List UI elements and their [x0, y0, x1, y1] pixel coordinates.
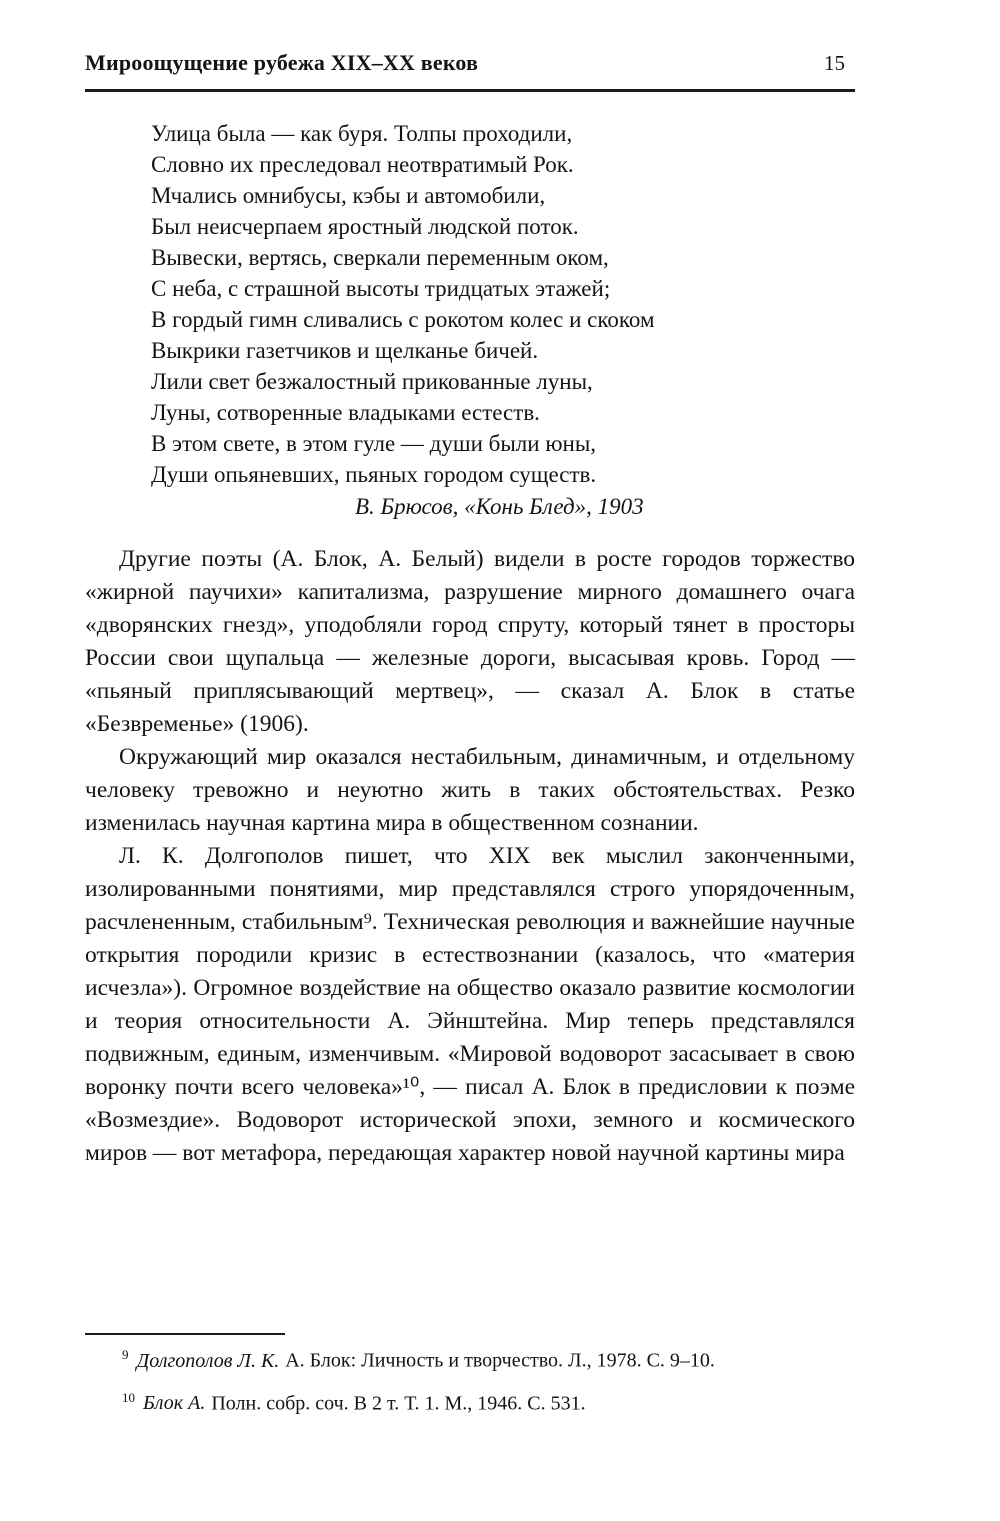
- footnote-author: Долгополов Л. К.: [136, 1349, 280, 1372]
- poem-line: Лили свет безжалостный прикованные луны,: [151, 369, 593, 394]
- poem-line: Улица была — как буря. Толпы проходили,: [151, 121, 573, 146]
- footnote-author: Блок А.: [143, 1392, 206, 1415]
- poem-block: [151, 118, 855, 522]
- footnote: [85, 1338, 855, 1378]
- running-title: Мироощущение рубежа XIX–XX веков: [85, 50, 479, 75]
- poem-attribution: В. Брюсов, «Конь Блед», 1903: [355, 494, 644, 519]
- footnote-text: А. Блок: Личность и творчество. Л., 1978. С. 9–10.: [285, 1349, 715, 1372]
- poem-line: В гордый гимн сливались с рокотом колес и скоком: [151, 307, 655, 332]
- footnote-marker: 10: [122, 1389, 135, 1405]
- poem-line: Выкрики газетчиков и щелканье бичей.: [151, 338, 539, 363]
- header-rule: [85, 89, 855, 92]
- footnote-marker: 9: [122, 1347, 129, 1362]
- poem-line: Мчались омнибусы, кэбы и автомобили,: [151, 183, 546, 208]
- paragraph: Л. К. Долгополов пишет, что XIX век мыслил законченными, изолированными понятиями, мир представлялся строго упорядоченным, расчлененным, стабильным⁹. Техническая революция и важнейшие научные открытия породили кризис в естествознании (казалось, что «материя исчезла»). Огромное воздействие на общество оказало развитие космологии и теория относительности А. Эйнштейна. Мир теперь представлялся подвижным, единым, изменчивым. «Мировой водоворот засасывает в свою воронку почти всего человека»¹⁰, — писал А. Блок в предисловии к поэме «Возмездие». Водоворот исторической эпохи, земного и космического миров — вот метафора, передающая характер новой научной картины мира: [85, 843, 855, 1166]
- poem-line: Словно их преследовал неотвратимый Рок.: [151, 152, 574, 177]
- footnote-rule: [85, 1333, 285, 1335]
- poem-line: Луны, сотворенные владыками естеств.: [151, 400, 540, 425]
- poem-line: С неба, с страшной высоты тридцатых этажей;: [151, 276, 611, 301]
- poem-line: В этом свете, в этом гуле — души были юны,: [151, 431, 597, 456]
- poem-line: Вывески, вертясь, сверкали переменным оком,: [151, 245, 609, 270]
- body-text: [85, 543, 855, 1170]
- footnote: [85, 1381, 855, 1421]
- poem-line: Души опьяневших, пьяных городом существ.: [151, 462, 597, 487]
- footnotes-section: [85, 1333, 855, 1420]
- paragraph: Другие поэты (А. Блок, А. Белый) видели в росте городов торжество «жирной паучихи» капитализма, разрушение мирного домашнего очага «дворянских гнезд», уподобляли город спруту, который тянет в просторы России свои щупальца — железные дороги, высасывая кровь. Город — «пьяный приплясывающий мертвец», — сказал А. Блок в статье «Безвременье» (1906).: [85, 546, 855, 737]
- paragraph: Окружающий мир оказался нестабильным, динамичным, и отдельному человеку тревожно и неуютно жить в таких обстоятельствах. Резко изменилась научная картина мира в общественном сознании.: [85, 744, 855, 836]
- poem-line: Был неисчерпаем яростный людской поток.: [151, 214, 579, 239]
- footnote-text: Полн. собр. соч. В 2 т. Т. 1. М., 1946. С. 531.: [211, 1392, 586, 1415]
- page-header: [85, 50, 855, 76]
- page-number: 15: [824, 51, 845, 75]
